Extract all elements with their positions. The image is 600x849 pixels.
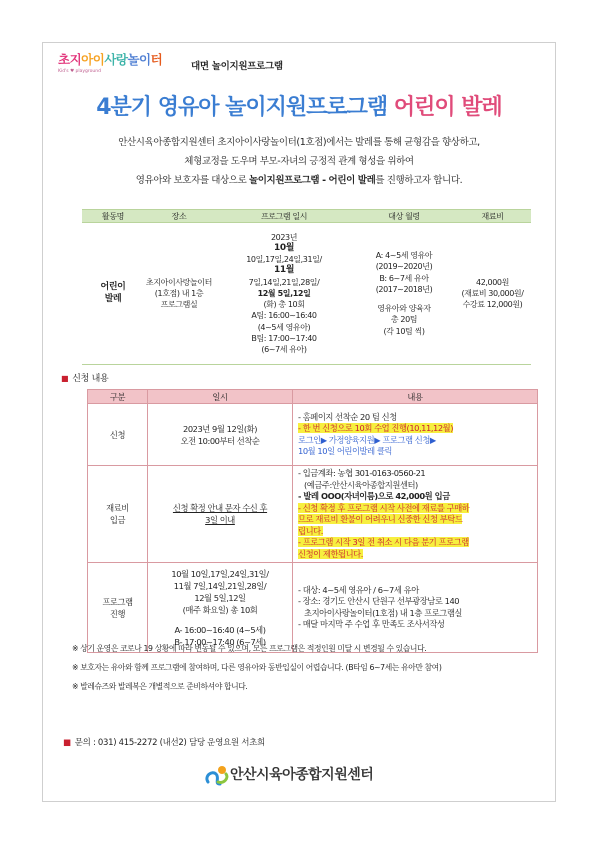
category-cell: 신청 [88, 404, 148, 466]
page-title [42, 90, 556, 121]
datetime-cell: 신청 확정 안내 문자 수신 후 3일 이내 [148, 466, 293, 563]
inquiry-contact: ■ 문의 : 031) 415-2272 (내선2) 담당 운영요원 서초희 [63, 738, 265, 748]
col-header-category: 구분 [88, 390, 148, 404]
col-header-schedule: 프로그램 일시 [214, 210, 354, 223]
square-bullet-icon: ■ [61, 374, 69, 383]
details-cell: - 입금계좌: 농협 301-0163-0560-21 (예금주:안산시육아종합지원센터) - 발레 OOO(자녀이름)으로 42,000원 입금 - 신청 확정 후 프로그램 시작 사전에 재료를 구매하 므로 재료비 환불이 어려우니 신중한 신청 부탁드 립니다. - 프로그램 시작 3일 전 취소 시 다음 분기 프로그램 신청이 제한됩니다. [293, 466, 538, 563]
logo-tagline: Kid's ♥ playground [58, 69, 101, 74]
title-main: 4분기 영유아 놀이지원프로그램 [96, 95, 388, 120]
details-cell: - 홈페이지 선착순 20 팀 신청 - 한 번 신청으로 10회 수업 진행(10,11,12월) 로그인▶ 가정양육지원▶ 프로그램 신청▶ 10월 10일 어린이발레 클릭 [293, 404, 538, 466]
col-header-fee: 재료비 [454, 210, 531, 223]
square-bullet-icon: ■ [63, 738, 71, 748]
col-header-datetime: 일시 [148, 390, 293, 404]
website-path-link[interactable]: 로그인▶ 가정양육지원▶ 프로그램 신청▶ [298, 434, 436, 445]
col-header-location: 장소 [144, 210, 214, 223]
section-title-application: ■ 신청 내용 [61, 374, 109, 384]
playground-logo [58, 50, 188, 78]
note-item: ※ 보호자는 유아와 함께 프로그램에 참여하며, 다른 영유아와 동반입실이 어렵습니다. (B타임 6~7세는 유아만 참여) [72, 663, 442, 672]
note-item: ※ 발레슈즈와 발레복은 개별적으로 준비하셔야 합니다. [72, 682, 248, 691]
table-row [88, 466, 538, 563]
intro-line: 영유아와 보호자를 대상으로 놀이지원프로그램 - 어린이 발레를 진행하고자 합니다. [135, 175, 463, 186]
category-cell: 재료비 입금 [88, 466, 148, 563]
notes-list [72, 639, 441, 696]
datetime-cell: 10월 10일,17일,24일,31일/ 11월 7일,14일,21일,28일/ 12월 5일,12일 (매주 화요일) 총 10회 A- 16:00~16:40 (4~5세) B- 17:00~17:40 (6~7세) [148, 563, 293, 653]
fee-cell: 42,000원 (재료비 30,000원/ 수강료 12,000원) [454, 223, 531, 365]
table-row [88, 404, 538, 466]
title-program: 어린이 발레 [393, 95, 502, 120]
datetime-cell: 2023년 9월 12일(화) 오전 10:00부터 선착순 [148, 404, 293, 466]
intro-line: 체형교정을 도우며 부모-자녀의 긍정적 관계 형성을 위하여 [184, 156, 414, 167]
schedule-cell: 2023년 10월 10일,17일,24일,31일/ 11월 7일,14일,21일,28일/ 12월 5일,12일 (화) 총 10회 A팀: 16:00~16:40 (4~5세 영유아) B팀: 17:00~17:40 (6~7세 유아) [214, 223, 354, 365]
header-label: 대면 놀이지원프로그램 [191, 61, 283, 72]
intro-paragraph [42, 133, 556, 190]
target-cell: A: 4~5세 영유아 (2019~2020년) B: 6~7세 유아 (2017~2018년) 영유아와 양육자 총 20팀 (각 10팀 씩) [354, 223, 454, 365]
activity-cell: 어린이 발레 [82, 223, 144, 365]
table-row [82, 223, 531, 365]
location-cell: 초지아이사랑놀이터 (1호점) 내 1층 프로그램실 [144, 223, 214, 365]
category-cell: 프로그램 진행 [88, 563, 148, 653]
program-info-table [82, 209, 531, 365]
footer-org-name: 안산시육아종합지원센터 [230, 767, 374, 783]
application-table [87, 389, 538, 653]
col-header-details: 내용 [293, 390, 538, 404]
col-header-activity: 활동명 [82, 210, 144, 223]
note-item: ※ 상기 운영은 코로나 19 상황에 따라 변동될 수 있으며, 모든 프로그램은 적정인원 미달 시 변경될 수 있습니다. [72, 644, 427, 653]
intro-line: 안산시육아종합지원센터 초지아이사랑놀이터(1호점)에서는 발레를 통해 균형감을 향상하고, [118, 137, 480, 148]
logo-wordmark: 초지아이사랑놀이터 [58, 52, 163, 67]
details-cell: - 대상: 4~5세 영유아 / 6~7세 유아 - 장소: 경기도 안산시 단원구 선부광장남로 140 초지아이사랑놀이터(1호점) 내 1층 프로그램실 - 매달 마지막 주 수업 후 만족도 조사서작성 [293, 563, 538, 653]
col-header-target: 대상 월령 [354, 210, 454, 223]
